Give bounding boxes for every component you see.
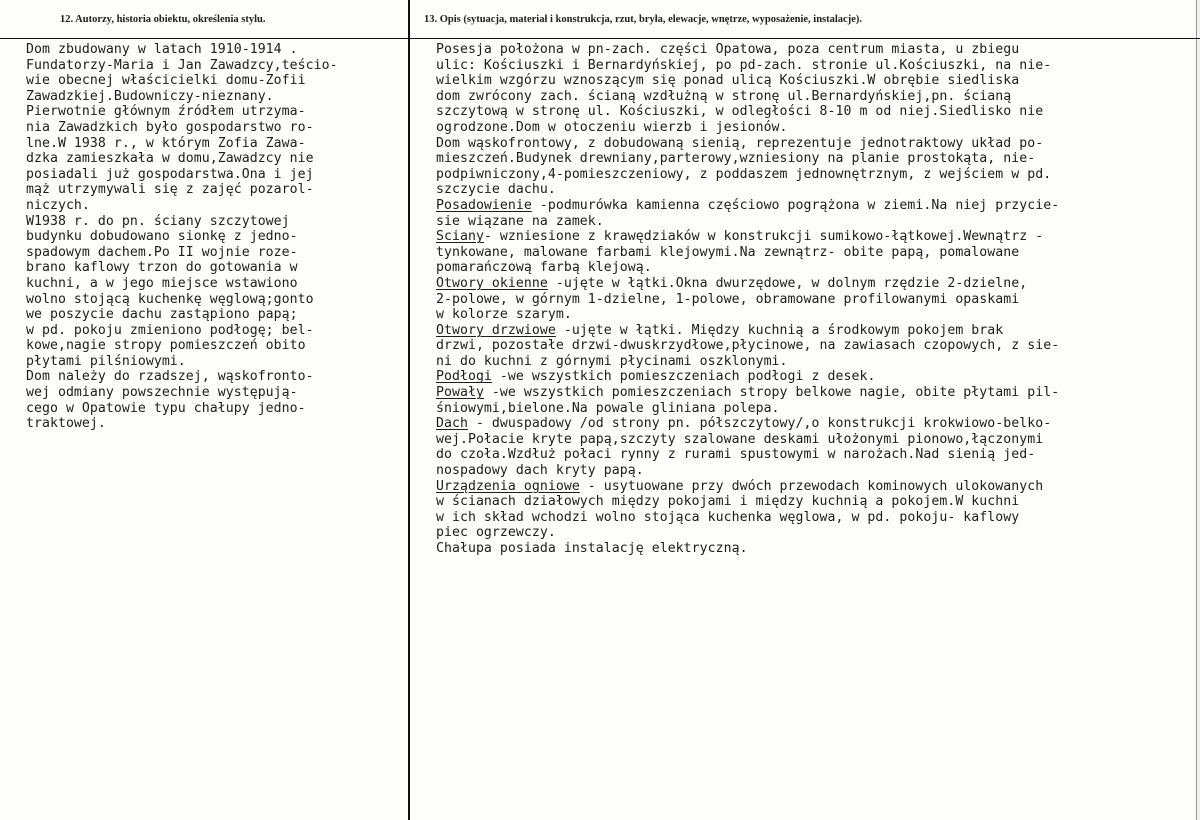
right-column-line: Dom wąskofrontowy, z dobudowaną sienią, reprezentuje jednotraktowy układ po- — [436, 135, 1044, 151]
section-label: Otwory drzwiowe — [436, 322, 556, 338]
left-column-line: lne.W 1938 r., w którym Zofia Zawa- — [26, 135, 306, 151]
left-column-line: budynku dobudowano sionkę z jedno- — [26, 229, 298, 245]
left-column-line: we poszycie dachu zastąpiono papą; — [26, 307, 298, 323]
right-column-line: wej.Połacie kryte papą,szczyty szalowane deskami ułożonymi pionowo,łączonymi — [436, 431, 1044, 447]
right-column-line: tynkowane, malowane farbami klejowymi.Na zewnątrz- obite papą, pomalowane — [436, 244, 1020, 260]
section-label: Urządzenia ogniowe — [436, 478, 580, 494]
right-column-line: mieszczeń.Budynek drewniany,parterowy,wzniesiony na planie prostokąta, nie- — [436, 151, 1036, 167]
left-column-line: wolno stojącą kuchenkę węglową;gonto — [26, 291, 314, 307]
left-column-line: kuchni, a w jego miejsce wstawiono — [26, 275, 298, 291]
left-column-line: Dom zbudowany w latach 1910-1914 . — [26, 42, 298, 57]
right-column-line: drzwi, pozostałe drzwi-dwuskrzydłowe,płycinowe, na zawiasach czopowych, z sie- — [436, 338, 1060, 354]
right-column-line: dom zwrócony zach. ścianą wzdłużną w stronę ul.Bernardyńskiej,pn. ścianą — [436, 88, 1012, 104]
left-column-line: W1938 r. do pn. ściany szczytowej — [26, 213, 290, 229]
left-column-line: cego w Opatowie typu chałupy jedno- — [26, 400, 306, 416]
left-column-line: Pierwotnie głównym źródłem utrzyma- — [26, 104, 306, 120]
section-label: Ściany — [436, 229, 484, 245]
header-rule — [0, 38, 1200, 39]
right-column-line: do czoła.Wzdłuż połaci rynny z rurami spustowymi w narożach.Nad sienią jed- — [436, 447, 1036, 463]
section-label: Podłogi — [436, 369, 492, 385]
section-label: Otwory okienne — [436, 275, 548, 291]
right-column-text — [436, 42, 1198, 557]
right-column-line: Dach - dwuspadowy /od strony pn. półszczytowy/,o konstrukcji krokwiowo-belko- — [436, 416, 1052, 432]
left-column-line: w pd. pokoju zmieniono podłogę; bel- — [26, 322, 314, 338]
right-column-line: Ściany- wzniesione z krawędziaków w konstrukcji sumikowo-łątkowej.Wewnątrz - — [436, 229, 1044, 245]
right-column-line: szczycie dachu. — [436, 182, 556, 198]
left-column-line: spadowym dachem.Po II wojnie roze- — [26, 244, 298, 260]
right-column-line: ogrodzone.Dom w otoczeniu wierzb i jesionów. — [436, 119, 788, 135]
left-column-line: wie obecnej właścicielki domu-Zofii — [26, 73, 306, 89]
right-column-line: szczytową w stronę ul. Kościuszki, w odległości 8-10 m od niej.Siedlisko nie — [436, 104, 1044, 120]
left-column-text — [26, 42, 404, 432]
left-column-line: mąż utrzymywali się z zajęć pozarol- — [26, 182, 314, 198]
left-column-line: posiadali już gospodarstwa.Ona i jej — [26, 166, 314, 182]
section-label: Posadowienie — [436, 197, 532, 213]
left-column-line: niczych. — [26, 197, 90, 213]
left-column-line: brano kaflowy trzon do gotowania w — [26, 260, 298, 276]
right-column-line: 2-polowe, w górnym 1-dzielne, 1-polowe, obramowane profilowanymi opaskami — [436, 291, 1020, 307]
left-column-line: dzka zamieszkała w domu,Zawadzcy nie — [26, 151, 314, 167]
right-column-line: ni do kuchni z górnymi płycinami oszklonymi. — [436, 353, 788, 369]
column-divider — [408, 0, 410, 820]
right-column-line: sie wiązane na zamek. — [436, 213, 604, 229]
right-column-line: w ścianach działowych między pokojami i między kuchnią a pokojem.W kuchni — [436, 494, 1020, 510]
left-column-line: Fundatorzy-Maria i Jan Zawadzcy,teścio- — [26, 57, 338, 73]
right-column-line: Powały -we wszystkich pomieszczeniach stropy belkowe nagie, obite płytami pil- — [436, 385, 1060, 401]
right-column-line: Podłogi -we wszystkich pomieszczeniach podłogi z desek. — [436, 369, 876, 385]
left-column-line: nia Zawadzkich było gospodarstwo ro- — [26, 119, 314, 135]
section-label: Dach — [436, 416, 468, 432]
left-column-line: Zawadzkiej.Budowniczy-nieznany. — [26, 88, 274, 104]
right-column-line: Otwory okienne -ujęte w łątki.Okna dwurzędowe, w dolnym rzędzie 2-dzielne, — [436, 275, 1028, 291]
right-column-header: 13. Opis (sytuacja, materiał i konstrukcja, rzut, bryła, elewacje, wnętrze, wyposażenie, instalacje). — [424, 14, 863, 25]
right-column-line: piec ogrzewczy. — [436, 525, 556, 541]
right-column-line: Urządzenia ogniowe - usytuowane przy dwóch przewodach kominowych ulokowanych — [436, 478, 1044, 494]
right-column-line: ulic: Kościuszki i Bernardyńskiej, po pd-zach. stronie ul.Kościuszki, na nie- — [436, 57, 1052, 73]
right-column-line: w kolorze szarym. — [436, 307, 572, 323]
left-column-line: traktowej. — [26, 416, 106, 432]
left-column-line: wej odmiany powszechnie występują- — [26, 385, 298, 401]
left-column-line: kowe,nagie stropy pomieszczeń obito — [26, 338, 306, 354]
right-column-line: Posadowienie -podmurówka kamienna częściowo pogrążona w ziemi.Na niej przycie- — [436, 197, 1060, 213]
left-column-line: Dom należy do rzadszej, wąskofronto- — [26, 369, 314, 385]
section-label: Powały — [436, 385, 484, 401]
right-column-line: śniowymi,bielone.Na powale gliniana polepa. — [436, 400, 780, 416]
left-column-line: płytami pilśniowymi. — [26, 353, 186, 369]
right-column-line: wielkim wzgórzu wznoszącym się ponad ulicą Kościuszki.W obrębie siedliska — [436, 73, 1020, 89]
page-edge-shadow — [1194, 0, 1200, 820]
left-column-header: 12. Autorzy, historia obiektu, określenia stylu. — [60, 14, 266, 25]
right-column-line: Chałupa posiada instalację elektryczną. — [436, 541, 748, 556]
right-column-line: Otwory drzwiowe -ujęte w łątki. Między kuchnią a środkowym pokojem brak — [436, 322, 1004, 338]
right-column-line: nospadowy dach kryty papą. — [436, 463, 644, 479]
right-column-line: w ich skład wchodzi wolno stojąca kuchenka węglowa, w pd. pokoju- kaflowy — [436, 509, 1020, 525]
right-column-line: Posesja położona w pn-zach. części Opatowa, poza centrum miasta, u zbiegu — [436, 42, 1020, 57]
right-column-line: pomarańczową farbą klejową. — [436, 260, 652, 276]
right-column-line: podpiwniczony,4-pomieszczeniowy, z poddaszem jednownętrznym, z wejściem w pd. — [436, 166, 1052, 182]
